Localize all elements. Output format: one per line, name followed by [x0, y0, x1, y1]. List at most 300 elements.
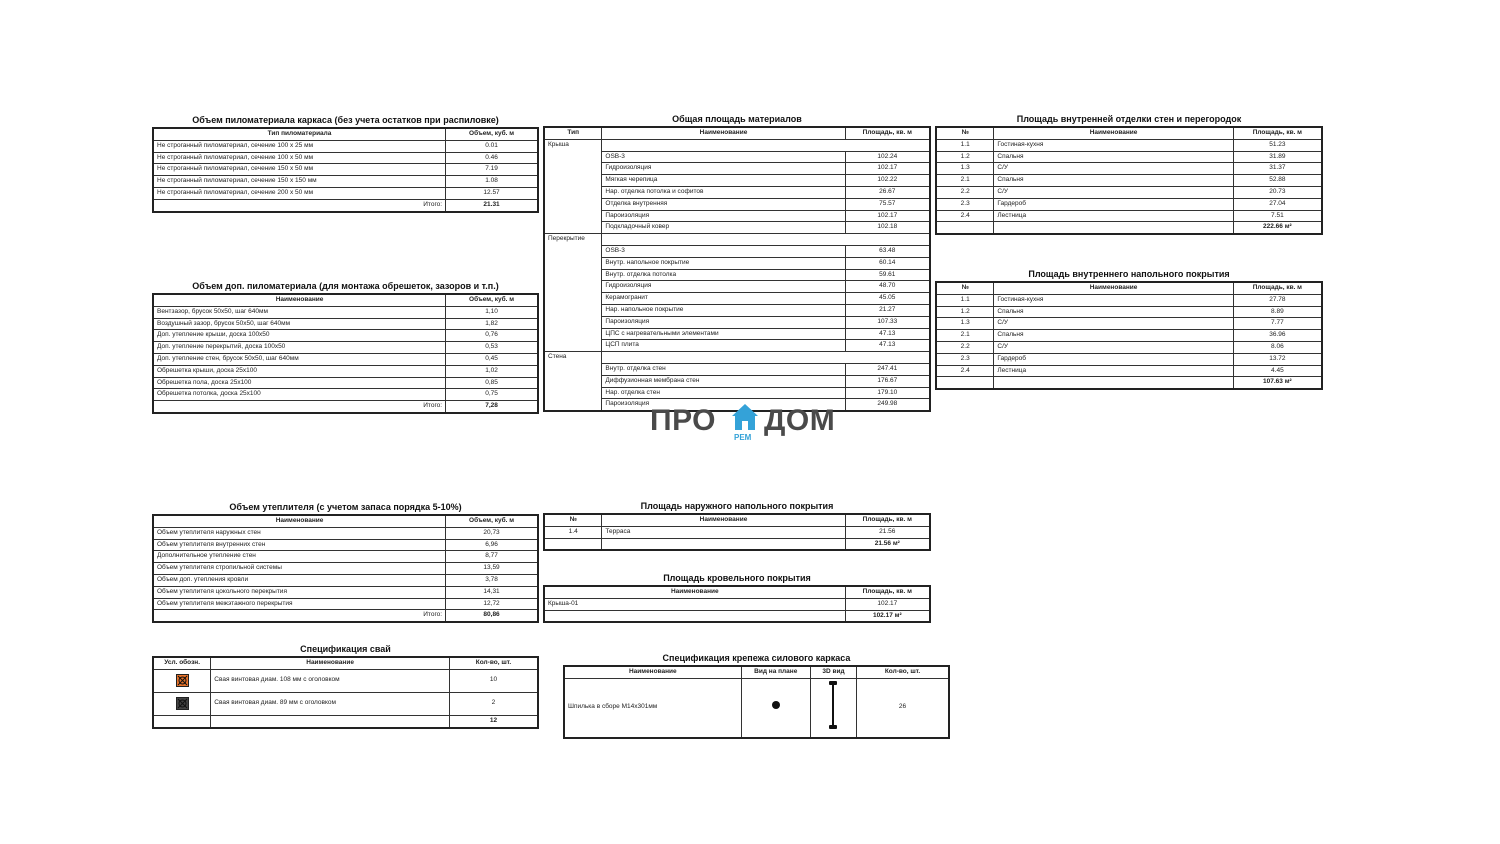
roofing-table	[543, 585, 931, 623]
item-name: Не строганный пиломатериал, сечение 150 х 150 мм	[153, 176, 446, 188]
room-area: 21.56	[845, 526, 930, 538]
table-row	[936, 186, 1322, 198]
outer-floor-title: Площадь наружного напольного покрытия	[640, 501, 834, 511]
room-area: 51.23	[1233, 139, 1322, 151]
pile-symbol-icon	[176, 697, 189, 710]
table-row	[153, 692, 538, 715]
item-value: 6,96	[446, 539, 538, 551]
table-row	[544, 598, 930, 610]
room-number: 1.2	[936, 151, 994, 163]
room-name: Лестница	[994, 210, 1233, 222]
table-header-row	[936, 127, 1322, 139]
room-name: Спальня	[994, 306, 1233, 318]
table-row	[544, 151, 930, 163]
column-header: Кол-во, шт.	[857, 666, 949, 678]
table-row	[153, 365, 538, 377]
room-number: 1.4	[544, 526, 602, 538]
material-area: 59.61	[845, 269, 930, 281]
empty-cell	[544, 610, 845, 622]
material-area: 45.05	[845, 293, 930, 305]
table-row	[544, 175, 930, 187]
item-value: 8,77	[446, 551, 538, 563]
pile-symbol-cell	[153, 669, 211, 692]
table-row	[936, 365, 1322, 377]
table-row	[153, 527, 538, 539]
item-value: 0.01	[446, 140, 538, 152]
empty-type-cell	[544, 210, 602, 222]
outer-floor-table	[543, 513, 931, 551]
item-value: 0,85	[446, 377, 538, 389]
material-area: 60.14	[845, 257, 930, 269]
table-row	[153, 598, 538, 610]
material-name: Внутр. напольное покрытие	[602, 257, 845, 269]
table-row	[544, 387, 930, 399]
total-label: Итого:	[153, 199, 446, 211]
material-area: 249.98	[845, 399, 930, 411]
table-header-row	[936, 282, 1322, 294]
table-row	[153, 342, 538, 354]
table-row	[544, 257, 930, 269]
table-row	[153, 389, 538, 401]
item-name: Доп. утепление перекрытий, доска 100х50	[153, 342, 446, 354]
section-type: Стена	[544, 352, 602, 364]
room-number: 2.1	[936, 330, 994, 342]
empty-type-cell	[544, 245, 602, 257]
total-area-block	[543, 113, 931, 412]
material-name: Подкладочный ковер	[602, 222, 845, 234]
inner-walls-title: Площадь внутренней отделки стен и перегородок	[1016, 114, 1242, 124]
inner-walls-block	[935, 113, 1323, 235]
material-area: 26.67	[845, 186, 930, 198]
item-name: Объем утеплителя наружных стен	[153, 527, 446, 539]
item-value: 13,59	[446, 563, 538, 575]
column-header: Наименование	[153, 515, 446, 527]
item-value: 1.08	[446, 176, 538, 188]
room-number: 2.2	[936, 186, 994, 198]
table-row	[936, 139, 1322, 151]
room-number: 2.4	[936, 365, 994, 377]
empty-type-cell	[544, 186, 602, 198]
table-row	[544, 210, 930, 222]
inner-floor-block	[935, 268, 1323, 390]
room-name: С/У	[994, 163, 1233, 175]
item-name: Доп. утепление крыши, доска 100х50	[153, 330, 446, 342]
table-row	[153, 140, 538, 152]
room-area: 7.51	[1233, 210, 1322, 222]
total-area-table	[543, 126, 931, 412]
room-area: 8.89	[1233, 306, 1322, 318]
material-name: Диффузионная мембрана стен	[602, 375, 845, 387]
empty-cell	[602, 352, 845, 364]
table-row	[544, 198, 930, 210]
empty-type-cell	[544, 281, 602, 293]
pro-dom-logo	[648, 400, 852, 448]
material-area: 179.10	[845, 387, 930, 399]
total-value: 80,86	[446, 610, 538, 622]
material-name: Отделка внутренняя	[602, 198, 845, 210]
empty-type-cell	[544, 257, 602, 269]
table-row	[153, 563, 538, 575]
empty-cell	[994, 377, 1233, 389]
table-header-row	[153, 515, 538, 527]
empty-cell	[845, 234, 930, 246]
material-name: ЦПС с нагревательными элементами	[602, 328, 845, 340]
room-name: Терраса	[602, 526, 845, 538]
table-row	[544, 269, 930, 281]
empty-cell	[602, 234, 845, 246]
material-name: ЦСП плита	[602, 340, 845, 352]
fasteners-table	[563, 665, 950, 739]
room-name: Спальня	[994, 175, 1233, 187]
empty-type-cell	[544, 363, 602, 375]
empty-cell	[544, 538, 602, 550]
item-value: 1,82	[446, 318, 538, 330]
table-row	[544, 293, 930, 305]
column-header: №	[936, 127, 994, 139]
total-row	[153, 199, 538, 211]
table-header-row	[544, 127, 930, 139]
empty-type-cell	[544, 269, 602, 281]
piles-title: Спецификация свай	[300, 644, 391, 654]
table-row	[544, 316, 930, 328]
empty-cell	[936, 222, 994, 234]
table-row	[153, 164, 538, 176]
column-header: Объем, куб. м	[446, 515, 538, 527]
piles-block	[152, 643, 539, 729]
item-name: Не строганный пиломатериал, сечение 200 х 50 мм	[153, 187, 446, 199]
table-row	[936, 175, 1322, 187]
material-name: Нар. напольное покрытие	[602, 304, 845, 316]
item-value: 1,10	[446, 306, 538, 318]
room-name: Лестница	[994, 365, 1233, 377]
pile-name: Свая винтовая диам. 108 мм с оголовком	[211, 669, 450, 692]
room-number: 1.3	[936, 318, 994, 330]
column-header: Кол-во, шт.	[449, 657, 538, 669]
item-name: Обрешетка пола, доска 25х100	[153, 377, 446, 389]
column-header: Площадь, кв. м	[1233, 127, 1322, 139]
table-row	[544, 304, 930, 316]
column-header: Площадь, кв. м	[1233, 282, 1322, 294]
table-row	[544, 328, 930, 340]
material-name: Пароизоляция	[602, 210, 845, 222]
table-header-row	[153, 657, 538, 669]
room-number: 2.1	[936, 175, 994, 187]
table-row	[153, 551, 538, 563]
material-name: Керамогранит	[602, 293, 845, 305]
material-area: 176.67	[845, 375, 930, 387]
table-row	[153, 574, 538, 586]
empty-type-cell	[544, 375, 602, 387]
material-name: Пароизоляция	[602, 316, 845, 328]
empty-type-cell	[544, 399, 602, 411]
room-number: 2.3	[936, 353, 994, 365]
extra-lumber-table	[152, 293, 539, 414]
material-name: Пароизоляция	[602, 399, 845, 411]
empty-type-cell	[544, 293, 602, 305]
room-name: С/У	[994, 186, 1233, 198]
inner-floor-table	[935, 281, 1323, 390]
material-name: Внутр. отделка потолка	[602, 269, 845, 281]
material-name: OSB-3	[602, 151, 845, 163]
empty-cell	[845, 139, 930, 151]
room-name: С/У	[994, 318, 1233, 330]
house-icon	[730, 402, 760, 432]
table-row	[153, 306, 538, 318]
table-header-row	[153, 128, 538, 140]
total-row	[936, 377, 1322, 389]
item-name: Объем доп. утепления кровли	[153, 574, 446, 586]
column-header: Наименование	[994, 127, 1233, 139]
inner-walls-table	[935, 126, 1323, 235]
pile-quantity: 2	[449, 692, 538, 715]
total-value: 222.66 м²	[1233, 222, 1322, 234]
table-row	[936, 163, 1322, 175]
item-name: Крыша-01	[544, 598, 845, 610]
inner-floor-title: Площадь внутреннего напольного покрытия	[1028, 269, 1230, 279]
item-name: Объем утеплителя внутренних стен	[153, 539, 446, 551]
item-value: 3,78	[446, 574, 538, 586]
empty-cell	[153, 715, 211, 727]
frame-lumber-table	[152, 127, 539, 213]
insulation-title: Объем утеплителя (с учетом запаса порядка 5-10%)	[229, 502, 462, 512]
section-type: Перекрытие	[544, 234, 602, 246]
column-header: 3D вид	[810, 666, 856, 678]
item-value: 12,72	[446, 598, 538, 610]
column-header: №	[544, 514, 602, 526]
item-value: 0,53	[446, 342, 538, 354]
empty-cell	[602, 538, 845, 550]
table-header-row	[153, 294, 538, 306]
column-header: Объем, куб. м	[446, 294, 538, 306]
plan-view-dot-icon	[771, 700, 781, 710]
room-name: Гостиная-кухня	[994, 294, 1233, 306]
fastener-name: Шпилька в сборе М14х301мм	[564, 678, 741, 738]
item-value: 0,76	[446, 330, 538, 342]
empty-type-cell	[544, 340, 602, 352]
total-label: Итого:	[153, 401, 446, 413]
empty-type-cell	[544, 328, 602, 340]
table-row	[544, 363, 930, 375]
room-number: 2.4	[936, 210, 994, 222]
section-row	[544, 234, 930, 246]
table-row	[936, 210, 1322, 222]
empty-type-cell	[544, 151, 602, 163]
table-row	[153, 318, 538, 330]
column-header: Вид на плане	[741, 666, 810, 678]
table-row	[936, 294, 1322, 306]
total-row	[153, 610, 538, 622]
frame-lumber-block	[152, 114, 539, 213]
item-value: 0.46	[446, 152, 538, 164]
room-area: 8.06	[1233, 341, 1322, 353]
column-header: Наименование	[602, 127, 845, 139]
table-row	[153, 330, 538, 342]
total-area-title: Общая площадь материалов	[672, 114, 802, 124]
table-row	[153, 377, 538, 389]
table-row	[936, 198, 1322, 210]
outer-floor-block	[543, 500, 931, 551]
total-value: 102.17 м²	[845, 610, 930, 622]
room-name: Спальня	[994, 330, 1233, 342]
material-area: 75.57	[845, 198, 930, 210]
room-name: Гостиная-кухня	[994, 139, 1233, 151]
table-header-row	[544, 586, 930, 598]
table-row	[936, 318, 1322, 330]
table-row	[153, 353, 538, 365]
material-name: Нар. отделка стен	[602, 387, 845, 399]
table-row	[544, 222, 930, 234]
material-name: Гидроизоляция	[602, 163, 845, 175]
logo-word-left: ПРО	[650, 404, 717, 437]
table-row	[936, 341, 1322, 353]
room-area: 27.04	[1233, 198, 1322, 210]
room-number: 2.2	[936, 341, 994, 353]
table-row	[153, 586, 538, 598]
fasteners-title: Спецификация крепежа силового каркаса	[662, 653, 851, 663]
table-row	[936, 151, 1322, 163]
column-header: Площадь, кв. м	[845, 586, 930, 598]
material-area: 247.41	[845, 363, 930, 375]
insulation-table	[152, 514, 539, 623]
table-row	[544, 245, 930, 257]
material-area: 107.33	[845, 316, 930, 328]
room-number: 1.1	[936, 139, 994, 151]
roofing-title: Площадь кровельного покрытия	[663, 573, 811, 583]
total-row	[544, 610, 930, 622]
table-row	[936, 306, 1322, 318]
room-name: С/У	[994, 341, 1233, 353]
total-value: 107.63 м²	[1233, 377, 1322, 389]
column-header: Наименование	[211, 657, 450, 669]
empty-cell	[936, 377, 994, 389]
section-row	[544, 352, 930, 364]
empty-type-cell	[544, 222, 602, 234]
table-row	[544, 281, 930, 293]
piles-table	[152, 656, 539, 729]
item-name: Обрешетка потолка, доска 25х100	[153, 389, 446, 401]
total-value: 21.31	[446, 199, 538, 211]
item-value: 0,75	[446, 389, 538, 401]
fastener-quantity: 26	[857, 678, 949, 738]
table-row	[544, 340, 930, 352]
room-number: 2.3	[936, 198, 994, 210]
empty-type-cell	[544, 316, 602, 328]
material-area: 102.24	[845, 151, 930, 163]
material-name: Нар. отделка потолка и софитов	[602, 186, 845, 198]
total-value: 12	[449, 715, 538, 727]
material-area: 102.22	[845, 175, 930, 187]
item-name: Дополнительное утепление стен	[153, 551, 446, 563]
empty-cell	[845, 352, 930, 364]
column-header: Наименование	[544, 586, 845, 598]
pile-quantity: 10	[449, 669, 538, 692]
table-row	[544, 186, 930, 198]
3d-view-cell	[810, 678, 856, 738]
column-header: Наименование	[602, 514, 845, 526]
material-area: 102.17	[845, 210, 930, 222]
column-header: №	[936, 282, 994, 294]
item-name: Объем утеплителя цокольного перекрытия	[153, 586, 446, 598]
room-number: 1.3	[936, 163, 994, 175]
room-area: 4.45	[1233, 365, 1322, 377]
pile-name: Свая винтовая диам. 89 мм с оголовком	[211, 692, 450, 715]
empty-type-cell	[544, 175, 602, 187]
item-name: Вентзазор, брусок 50х50, шаг 640мм	[153, 306, 446, 318]
pile-symbol-cell	[153, 692, 211, 715]
pile-symbol-icon	[176, 674, 189, 687]
room-area: 36.96	[1233, 330, 1322, 342]
room-number: 1.2	[936, 306, 994, 318]
empty-cell	[994, 222, 1233, 234]
material-name: Гидроизоляция	[602, 281, 845, 293]
roofing-block	[543, 572, 931, 623]
material-name: OSB-3	[602, 245, 845, 257]
empty-cell	[602, 139, 845, 151]
material-area: 102.17	[845, 163, 930, 175]
material-area: 48.70	[845, 281, 930, 293]
room-area: 7.77	[1233, 318, 1322, 330]
item-name: Не строганный пиломатериал, сечение 150 х 50 мм	[153, 164, 446, 176]
fasteners-block	[563, 652, 950, 739]
room-number: 1.1	[936, 294, 994, 306]
logo-word-right: ДОМ	[764, 404, 836, 437]
empty-type-cell	[544, 387, 602, 399]
item-name: Объем утеплителя межэтажного перекрытия	[153, 598, 446, 610]
room-area: 20.73	[1233, 186, 1322, 198]
table-row	[153, 176, 538, 188]
item-name: Не строганный пиломатериал, сечение 100 х 25 мм	[153, 140, 446, 152]
table-row	[153, 152, 538, 164]
item-value: 0,45	[446, 353, 538, 365]
item-name: Обрешетка крыши, доска 25х100	[153, 365, 446, 377]
total-label: Итого:	[153, 610, 446, 622]
table-row	[936, 330, 1322, 342]
empty-type-cell	[544, 198, 602, 210]
column-header: Наименование	[153, 294, 446, 306]
column-header: Объем, куб. м	[446, 128, 538, 140]
section-row	[544, 139, 930, 151]
material-area: 102.18	[845, 222, 930, 234]
empty-type-cell	[544, 163, 602, 175]
item-name: Не строганный пиломатериал, сечение 100 х 50 мм	[153, 152, 446, 164]
room-area: 13.72	[1233, 353, 1322, 365]
material-area: 21.27	[845, 304, 930, 316]
section-type: Крыша	[544, 139, 602, 151]
material-name: Внутр. отделка стен	[602, 363, 845, 375]
empty-cell	[211, 715, 450, 727]
item-value: 7.19	[446, 164, 538, 176]
item-value: 12.57	[446, 187, 538, 199]
total-value: 21.56 м²	[845, 538, 930, 550]
total-value: 7,28	[446, 401, 538, 413]
column-header: Площадь, кв. м	[845, 127, 930, 139]
stud-bolt-icon	[827, 679, 839, 731]
material-area: 47.13	[845, 340, 930, 352]
extra-lumber-title: Объем доп. пиломатериала (для монтажа обрешеток, зазоров и т.п.)	[192, 281, 499, 291]
table-header-row	[544, 514, 930, 526]
insulation-block	[152, 501, 539, 623]
plan-view-cell	[741, 678, 810, 738]
extra-lumber-block	[152, 280, 539, 414]
item-name: Объем утеплителя стропильной системы	[153, 563, 446, 575]
column-header: Наименование	[994, 282, 1233, 294]
total-row	[153, 401, 538, 413]
table-row	[153, 539, 538, 551]
material-name: Мягкая черепица	[602, 175, 845, 187]
column-header: Тип	[544, 127, 602, 139]
logo-subtitle: РЕМ	[734, 433, 752, 442]
room-name: Гардероб	[994, 198, 1233, 210]
